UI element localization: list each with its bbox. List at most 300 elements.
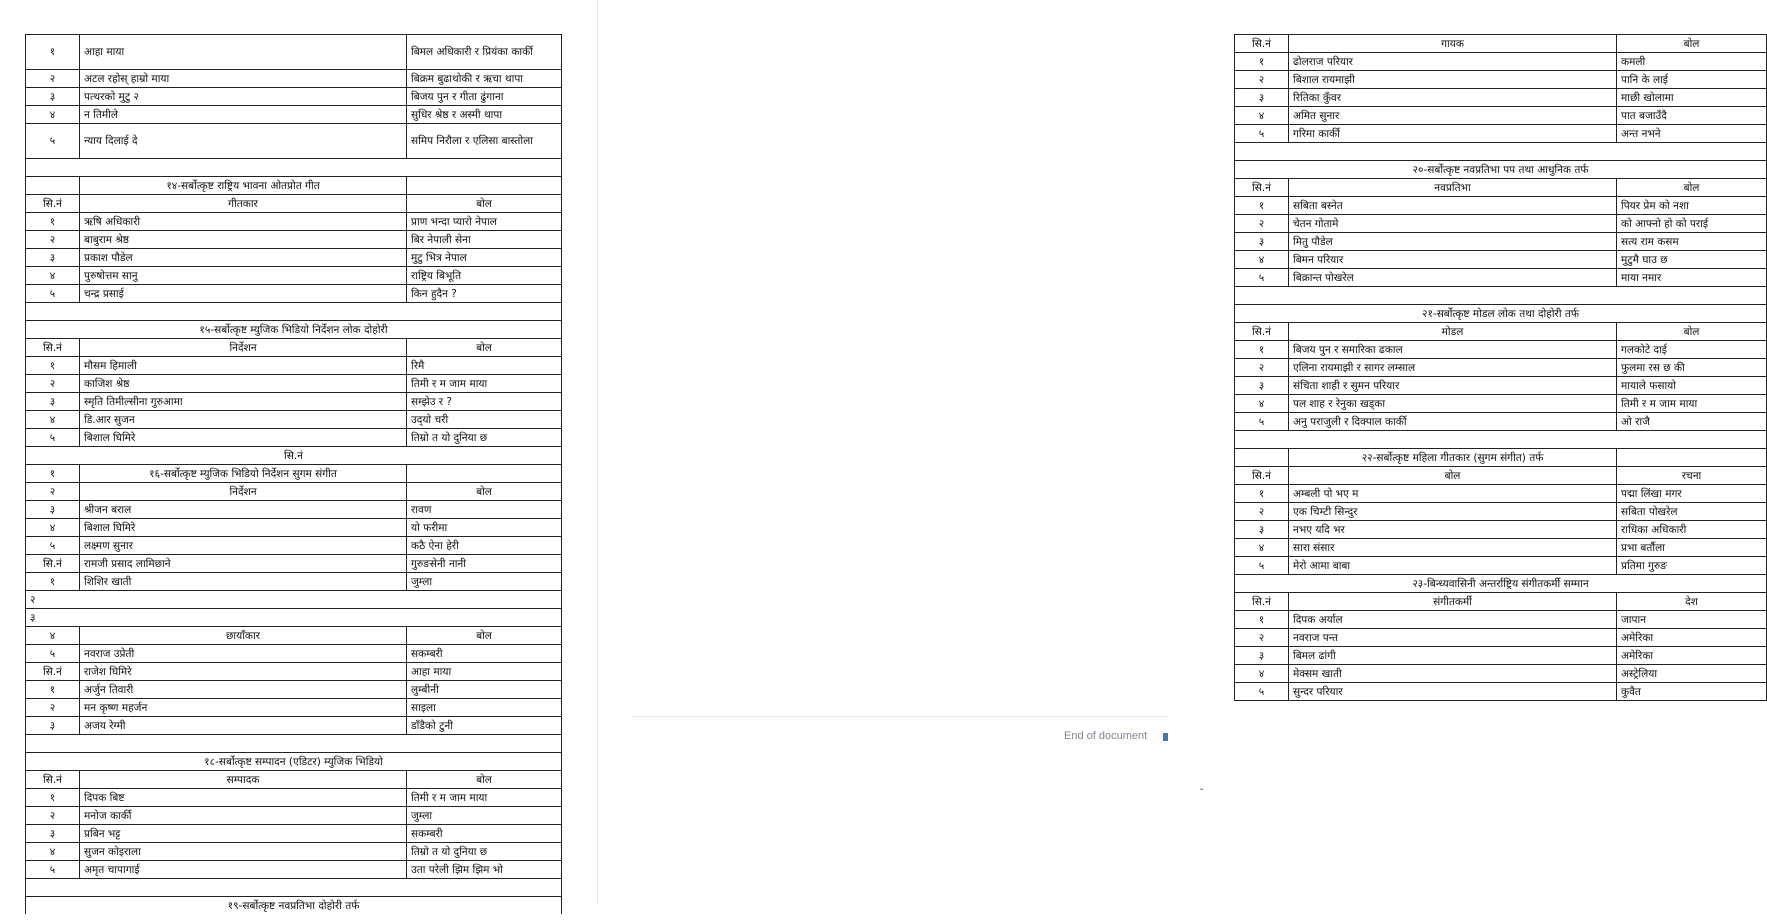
column-header-cell: नवप्रतिभा: [1289, 179, 1617, 197]
name-cell: शिशिर खाती: [80, 573, 407, 591]
blank-cell: [1235, 143, 1767, 161]
blank-cell: [1235, 287, 1767, 305]
end-of-document-label: End of document: [1064, 730, 1148, 742]
value-cell: पात बजाउँदै: [1617, 107, 1767, 125]
serial-header-cell: २: [26, 483, 80, 501]
value-cell: गुरुङसेनी नानी: [407, 555, 562, 573]
name-cell: न तिमीले: [80, 106, 407, 124]
serial-number-cell: ३: [26, 825, 80, 843]
column-header-cell: बोल: [1289, 467, 1617, 485]
table-row: [26, 699, 562, 717]
value-cell: मायाले फसायो: [1617, 377, 1767, 395]
value-cell: तिम्रो त यो दुनिया छ: [407, 843, 562, 861]
spacer-row: [1235, 143, 1767, 161]
serial-header-cell: सि.नं: [26, 195, 80, 213]
end-of-document-marker: [1163, 733, 1168, 741]
name-cell: रामजी प्रसाद लामिछाने: [80, 555, 407, 573]
serial-number-cell: ५: [1235, 683, 1289, 701]
name-cell: बिशाल रायमाझी: [1289, 71, 1617, 89]
name-cell: गरिमा कार्की: [1289, 125, 1617, 143]
table-row: [26, 861, 562, 879]
name-cell: डि.आर सुजन: [80, 411, 407, 429]
serial-number-cell: ४: [26, 267, 80, 285]
table-row: [26, 663, 562, 681]
serial-header-cell: सि.नं: [1235, 323, 1289, 341]
name-cell: सुजन कोइराला: [80, 843, 407, 861]
name-cell: चेतन गोतामे: [1289, 215, 1617, 233]
value-cell: सकम्बरी: [407, 645, 562, 663]
serial-number-cell: ३: [26, 88, 80, 106]
table-row: [1235, 611, 1767, 629]
table-row: [26, 124, 562, 159]
serial-number-cell: [1235, 449, 1289, 467]
name-cell: बिक्रान्त पोखरेल: [1289, 269, 1617, 287]
name-cell: प्रकाश पौडेल: [80, 249, 407, 267]
table-row: [26, 267, 562, 285]
column-header-row: [26, 627, 562, 645]
table-row: [26, 393, 562, 411]
serial-header-cell: सि.नं: [1235, 593, 1289, 611]
serial-number-cell: ५: [26, 285, 80, 303]
value-cell: मुटु भित्र नेपाल: [407, 249, 562, 267]
name-cell: आहा माया: [80, 35, 407, 70]
section-title-row: [26, 465, 562, 483]
table-row: [1235, 485, 1767, 503]
value-cell: प्रभा बर्तौला: [1617, 539, 1767, 557]
value-cell: राधिका अधिकारी: [1617, 521, 1767, 539]
name-cell: मेरो आमा बाबा: [1289, 557, 1617, 575]
spacer-row: [26, 159, 562, 177]
value-cell: बिजय पुन र गीता ढुंगाना: [407, 88, 562, 106]
serial-number-cell: १: [1235, 611, 1289, 629]
serial-number-cell: [26, 177, 80, 195]
table-row: [26, 88, 562, 106]
table-row: [26, 70, 562, 88]
serial-number-cell: १: [26, 35, 80, 70]
serial-number-cell: २: [26, 375, 80, 393]
name-cell: एलिना रायमाझी र सागर लम्साल: [1289, 359, 1617, 377]
section-title: २२-सर्बोत्कृष्ट महिला गीतकार (सुगम संगीत) तर्फ: [1289, 449, 1617, 467]
table-row: [26, 249, 562, 267]
serial-number-cell: ४: [26, 411, 80, 429]
name-cell: बिशाल घिमिरे: [80, 519, 407, 537]
column-header-cell: गीतकार: [80, 195, 407, 213]
name-cell: राजेश घिमिरे: [80, 663, 407, 681]
serial-number-cell: २: [26, 70, 80, 88]
value-cell: तिमी र म जाम माया: [1617, 395, 1767, 413]
serial-header-cell: सि.नं: [26, 771, 80, 789]
value-cell: सुधिर श्रेष्ठ र अस्मी थापा: [407, 106, 562, 124]
serial-number-cell: १: [1235, 341, 1289, 359]
column-header-cell: रचना: [1617, 467, 1767, 485]
table-row: [1235, 359, 1767, 377]
value-cell: प्राण भन्दा प्यारो नेपाल: [407, 213, 562, 231]
column-header-row: [1235, 323, 1767, 341]
spacer-row: [26, 879, 562, 897]
name-cell: चन्द्र प्रसाई: [80, 285, 407, 303]
table-row: [26, 609, 562, 627]
value-cell: उता परेली झिम झिम भो: [407, 861, 562, 879]
table-row: [26, 357, 562, 375]
column-header-row: [26, 483, 562, 501]
table-row: [26, 843, 562, 861]
table-row: [26, 789, 562, 807]
value-cell: अस्ट्रेलिया: [1617, 665, 1767, 683]
table-row: [26, 573, 562, 591]
empty-cell: [407, 177, 562, 195]
serial-number-cell: ४: [1235, 395, 1289, 413]
value-cell: यो फरीमा: [407, 519, 562, 537]
value-cell: जुम्ला: [407, 807, 562, 825]
table-row: [26, 825, 562, 843]
name-cell: सारा संसार: [1289, 539, 1617, 557]
value-cell: पद्मा लिंखा मगर: [1617, 485, 1767, 503]
serial-number-cell: सि.नं: [26, 663, 80, 681]
serial-number-cell: ५: [26, 124, 80, 159]
name-cell: श्रीजन बराल: [80, 501, 407, 519]
value-cell: कुवैत: [1617, 683, 1767, 701]
section-title: १९-सर्बोत्कृष्ट नवप्रतिभा दोहोरी तर्फ: [26, 897, 562, 915]
serial-number-cell: ३: [1235, 377, 1289, 395]
value-cell: बिक्रम बुढाथोकी र ऋचा थापा: [407, 70, 562, 88]
table-row: [1235, 89, 1767, 107]
table-row: [1235, 251, 1767, 269]
name-cell: बाबुराम श्रेष्ठ: [80, 231, 407, 249]
name-cell: नभए यदि भर: [1289, 521, 1617, 539]
serial-number-cell: १: [26, 789, 80, 807]
column-header-row: [1235, 467, 1767, 485]
table-row: [26, 35, 562, 70]
value-cell: मुटुमै घाउ छ: [1617, 251, 1767, 269]
value-cell: लुम्बीनी: [407, 681, 562, 699]
table-row: [1235, 71, 1767, 89]
left-awards-table: [25, 34, 562, 914]
right-awards-table: [1234, 34, 1767, 701]
column-header-row: [1235, 35, 1767, 53]
column-header-cell: बोल: [407, 627, 562, 645]
serial-number-cell: २: [1235, 359, 1289, 377]
serial-number-cell: ५: [1235, 269, 1289, 287]
serial-number-cell: २: [26, 699, 80, 717]
table-row: [26, 411, 562, 429]
value-cell: सम्झेउ र ?: [407, 393, 562, 411]
serial-number-cell: ५: [1235, 557, 1289, 575]
value-cell: तिम्रो त यो दुनिया छ: [407, 429, 562, 447]
value-cell: डाँडैको टुनी: [407, 717, 562, 735]
section-title-row: [26, 321, 562, 339]
serial-number-cell: ४: [26, 843, 80, 861]
table-row: [26, 231, 562, 249]
table-row: [26, 717, 562, 735]
serial-number-cell: १: [1235, 197, 1289, 215]
column-header-row: [1235, 593, 1767, 611]
spacer-row: [1235, 287, 1767, 305]
table-row: [1235, 521, 1767, 539]
serial-header-cell: सि.नं: [26, 339, 80, 357]
name-cell: बिमन परियार: [1289, 251, 1617, 269]
serial-number-cell: ५: [26, 645, 80, 663]
serial-number-cell: ३: [1235, 647, 1289, 665]
name-cell: पल शाह र रेनुका खड्का: [1289, 395, 1617, 413]
table-row: [1235, 665, 1767, 683]
value-cell: ओ राजै: [1617, 413, 1767, 431]
table-row: [1235, 413, 1767, 431]
name-cell: सुन्दर परियार: [1289, 683, 1617, 701]
name-cell: नवराज पन्त: [1289, 629, 1617, 647]
table-row: [26, 555, 562, 573]
name-cell: लक्ष्मण सुनार: [80, 537, 407, 555]
serial-number-cell: १: [26, 573, 80, 591]
column-header-row: [26, 195, 562, 213]
value-cell: तिमी र म जाम माया: [407, 375, 562, 393]
name-cell: संचिता शाही र सुमन परियार: [1289, 377, 1617, 395]
blank-cell: [1235, 431, 1767, 449]
table-row: [1235, 683, 1767, 701]
section-title-row: [1235, 449, 1767, 467]
serial-number-cell: सि.नं: [26, 555, 80, 573]
serial-number-cell: १: [26, 681, 80, 699]
section-title: १४-सर्बोत्कृष्ट राष्ट्रिय भावना ओतप्रोत गीत: [80, 177, 407, 195]
table-row: [1235, 503, 1767, 521]
name-cell: दिपक अर्याल: [1289, 611, 1617, 629]
name-cell: मन कृष्ण महर्जन: [80, 699, 407, 717]
table-row: [26, 429, 562, 447]
name-cell: बिजय पुन र समारिका ढकाल: [1289, 341, 1617, 359]
name-cell: पत्थरको मुटु २: [80, 88, 407, 106]
serial-number-cell: २: [1235, 71, 1289, 89]
section-title: सि.नं: [26, 447, 562, 465]
serial-number-cell: ३: [1235, 233, 1289, 251]
table-row: [1235, 197, 1767, 215]
serial-number-cell: ३: [26, 609, 562, 627]
value-cell: साइला: [407, 699, 562, 717]
table-row: [26, 285, 562, 303]
spacer-row: [26, 303, 562, 321]
name-cell: प्रबिन भट्ट: [80, 825, 407, 843]
edge-mark: ˇ: [1200, 788, 1204, 799]
serial-number-cell: ४: [26, 519, 80, 537]
name-cell: काजिश श्रेष्ठ: [80, 375, 407, 393]
serial-number-cell: २: [26, 591, 562, 609]
serial-number-cell: २: [1235, 503, 1289, 521]
column-header-cell: गायक: [1289, 35, 1617, 53]
blank-cell: [26, 303, 562, 321]
value-cell: किन हुदैन ?: [407, 285, 562, 303]
column-header-cell: संगीतकर्मी: [1289, 593, 1617, 611]
name-cell: अनु पराजुली र दिक्पाल कार्की: [1289, 413, 1617, 431]
left-table-body: [26, 35, 562, 915]
value-cell: गलकोटे दाई: [1617, 341, 1767, 359]
column-header-cell: निर्देशन: [80, 339, 407, 357]
value-cell: माछी खोलामा: [1617, 89, 1767, 107]
serial-number-cell: १: [1235, 485, 1289, 503]
serial-number-cell: ३: [26, 393, 80, 411]
column-header-row: [26, 771, 562, 789]
column-header-cell: निर्देशन: [80, 483, 407, 501]
table-row: [26, 501, 562, 519]
section-title-row: [1235, 161, 1767, 179]
serial-header-cell: सि.नं: [1235, 35, 1289, 53]
right-page: [598, 0, 1709, 923]
value-cell: सकम्बरी: [407, 825, 562, 843]
table-row: [26, 375, 562, 393]
serial-number-cell: १: [26, 357, 80, 375]
table-row: [1235, 53, 1767, 71]
value-cell: कठै ऐना हेरी: [407, 537, 562, 555]
column-header-cell: बोल: [1617, 179, 1767, 197]
table-row: [26, 519, 562, 537]
serial-number-cell: १: [26, 213, 80, 231]
serial-number-cell: २: [26, 807, 80, 825]
serial-number-cell: १: [26, 465, 80, 483]
section-title-row: [1235, 575, 1767, 593]
name-cell: मेक्सम खाती: [1289, 665, 1617, 683]
column-header-cell: बोल: [407, 483, 562, 501]
serial-number-cell: ५: [26, 429, 80, 447]
name-cell: अर्जुन तिवारी: [80, 681, 407, 699]
name-cell: न्याय दिलाई दे: [80, 124, 407, 159]
serial-number-cell: ३: [1235, 521, 1289, 539]
section-title: २०-सर्बोत्कृष्ट नवप्रतिभा पप तथा आधुनिक तर्फ: [1235, 161, 1767, 179]
name-cell: अमृत चापागाई: [80, 861, 407, 879]
serial-number-cell: ५: [1235, 413, 1289, 431]
value-cell: फुलमा रस छ की: [1617, 359, 1767, 377]
table-row: [1235, 557, 1767, 575]
column-header-cell: बोल: [1617, 323, 1767, 341]
table-row: [1235, 647, 1767, 665]
serial-number-cell: ४: [26, 106, 80, 124]
name-cell: रितिका कुँवर: [1289, 89, 1617, 107]
table-row: [1235, 215, 1767, 233]
end-of-document-rule: [632, 716, 1168, 717]
value-cell: आहा माया: [407, 663, 562, 681]
empty-cell: [1617, 449, 1767, 467]
value-cell: अन्त नभने: [1617, 125, 1767, 143]
blank-cell: [26, 159, 562, 177]
value-cell: उद्‍यो चरी: [407, 411, 562, 429]
table-row: [1235, 269, 1767, 287]
table-row: [1235, 341, 1767, 359]
serial-number-cell: ३: [26, 249, 80, 267]
blank-cell: [26, 879, 562, 897]
section-title-row: [26, 897, 562, 915]
name-cell: मौसम हिमाली: [80, 357, 407, 375]
value-cell: माया नमार: [1617, 269, 1767, 287]
column-header-row: [1235, 179, 1767, 197]
name-cell: पुरुषोत्तम सानु: [80, 267, 407, 285]
value-cell: राष्ट्रिय बिभूति: [407, 267, 562, 285]
table-row: [26, 537, 562, 555]
column-header-cell: मोडल: [1289, 323, 1617, 341]
table-row: [26, 645, 562, 663]
column-header-cell: बोल: [407, 771, 562, 789]
table-row: [1235, 539, 1767, 557]
column-header-cell: सम्पादक: [80, 771, 407, 789]
name-cell: दिपक बिष्ट: [80, 789, 407, 807]
column-header-cell: छायाँकार: [80, 627, 407, 645]
serial-header-cell: ४: [26, 627, 80, 645]
name-cell: मितु पौडेल: [1289, 233, 1617, 251]
table-row: [26, 213, 562, 231]
spacer-row: [1235, 431, 1767, 449]
value-cell: जुम्ला: [407, 573, 562, 591]
serial-header-cell: सि.नं: [1235, 179, 1289, 197]
column-header-cell: बोल: [407, 339, 562, 357]
name-cell: ढोलराज परियार: [1289, 53, 1617, 71]
section-title: १८-सर्बोत्कृष्ट सम्पादन (एडिटर) म्युजिक भिडियो: [26, 753, 562, 771]
serial-number-cell: ५: [1235, 125, 1289, 143]
table-row: [26, 681, 562, 699]
section-title-row: [1235, 305, 1767, 323]
value-cell: बिर नेपाली सेना: [407, 231, 562, 249]
name-cell: अटल रहोस् हाम्रो माया: [80, 70, 407, 88]
spacer-row: [26, 735, 562, 753]
table-row: [1235, 233, 1767, 251]
serial-number-cell: ३: [1235, 89, 1289, 107]
serial-number-cell: ४: [1235, 251, 1289, 269]
name-cell: नवराज उप्रेती: [80, 645, 407, 663]
table-row: [1235, 629, 1767, 647]
column-header-cell: बोल: [407, 195, 562, 213]
section-title: १६-सर्बोत्कृष्ट म्युजिक भिडियो निर्देशन सुगम संगीत: [80, 465, 407, 483]
value-cell: रावण: [407, 501, 562, 519]
serial-number-cell: ३: [26, 717, 80, 735]
name-cell: अजय रेग्मी: [80, 717, 407, 735]
value-cell: बिमल अधिकारी र प्रियंका कार्की: [407, 35, 562, 70]
serial-number-cell: २: [26, 231, 80, 249]
value-cell: सत्य राम कसम: [1617, 233, 1767, 251]
value-cell: तिमी र म जाम माया: [407, 789, 562, 807]
section-title-row: [26, 447, 562, 465]
left-page: [0, 0, 598, 923]
table-row: [26, 591, 562, 609]
name-cell: अमित सुनार: [1289, 107, 1617, 125]
serial-header-cell: सि.नं: [1235, 467, 1289, 485]
blank-cell: [26, 735, 562, 753]
name-cell: बिमल ढांगी: [1289, 647, 1617, 665]
table-row: [26, 106, 562, 124]
column-header-cell: देश: [1617, 593, 1767, 611]
column-header-cell: बोल: [1617, 35, 1767, 53]
name-cell: स्मृति तिमील्सीना गुरुआमा: [80, 393, 407, 411]
name-cell: मनोज कार्की: [80, 807, 407, 825]
value-cell: अमेरिका: [1617, 629, 1767, 647]
serial-number-cell: २: [1235, 215, 1289, 233]
value-cell: पियर प्रेम को नशा: [1617, 197, 1767, 215]
serial-number-cell: ३: [26, 501, 80, 519]
empty-cell: [407, 465, 562, 483]
name-cell: ऋषि अधिकारी: [80, 213, 407, 231]
value-cell: जापान: [1617, 611, 1767, 629]
serial-number-cell: ४: [1235, 539, 1289, 557]
value-cell: सबिता पोखरेल: [1617, 503, 1767, 521]
section-title: १५-सर्बोत्कृष्ट म्युजिक भिडियो निर्देशन लोक दोहोरी: [26, 321, 562, 339]
table-row: [1235, 107, 1767, 125]
name-cell: सबिता बस्नेत: [1289, 197, 1617, 215]
value-cell: अमेरिका: [1617, 647, 1767, 665]
serial-number-cell: ४: [1235, 665, 1289, 683]
value-cell: कमली: [1617, 53, 1767, 71]
value-cell: प्रतिमा गुरुङ: [1617, 557, 1767, 575]
value-cell: रिमै: [407, 357, 562, 375]
section-title: २३-बिन्ध्यवासिनी अन्तर्राष्ट्रिय संगीतकर्मी सम्मान: [1235, 575, 1767, 593]
serial-number-cell: १: [1235, 53, 1289, 71]
table-row: [26, 807, 562, 825]
serial-number-cell: ४: [1235, 107, 1289, 125]
table-row: [1235, 125, 1767, 143]
section-title-row: [26, 753, 562, 771]
name-cell: अम्बली पो भए म: [1289, 485, 1617, 503]
